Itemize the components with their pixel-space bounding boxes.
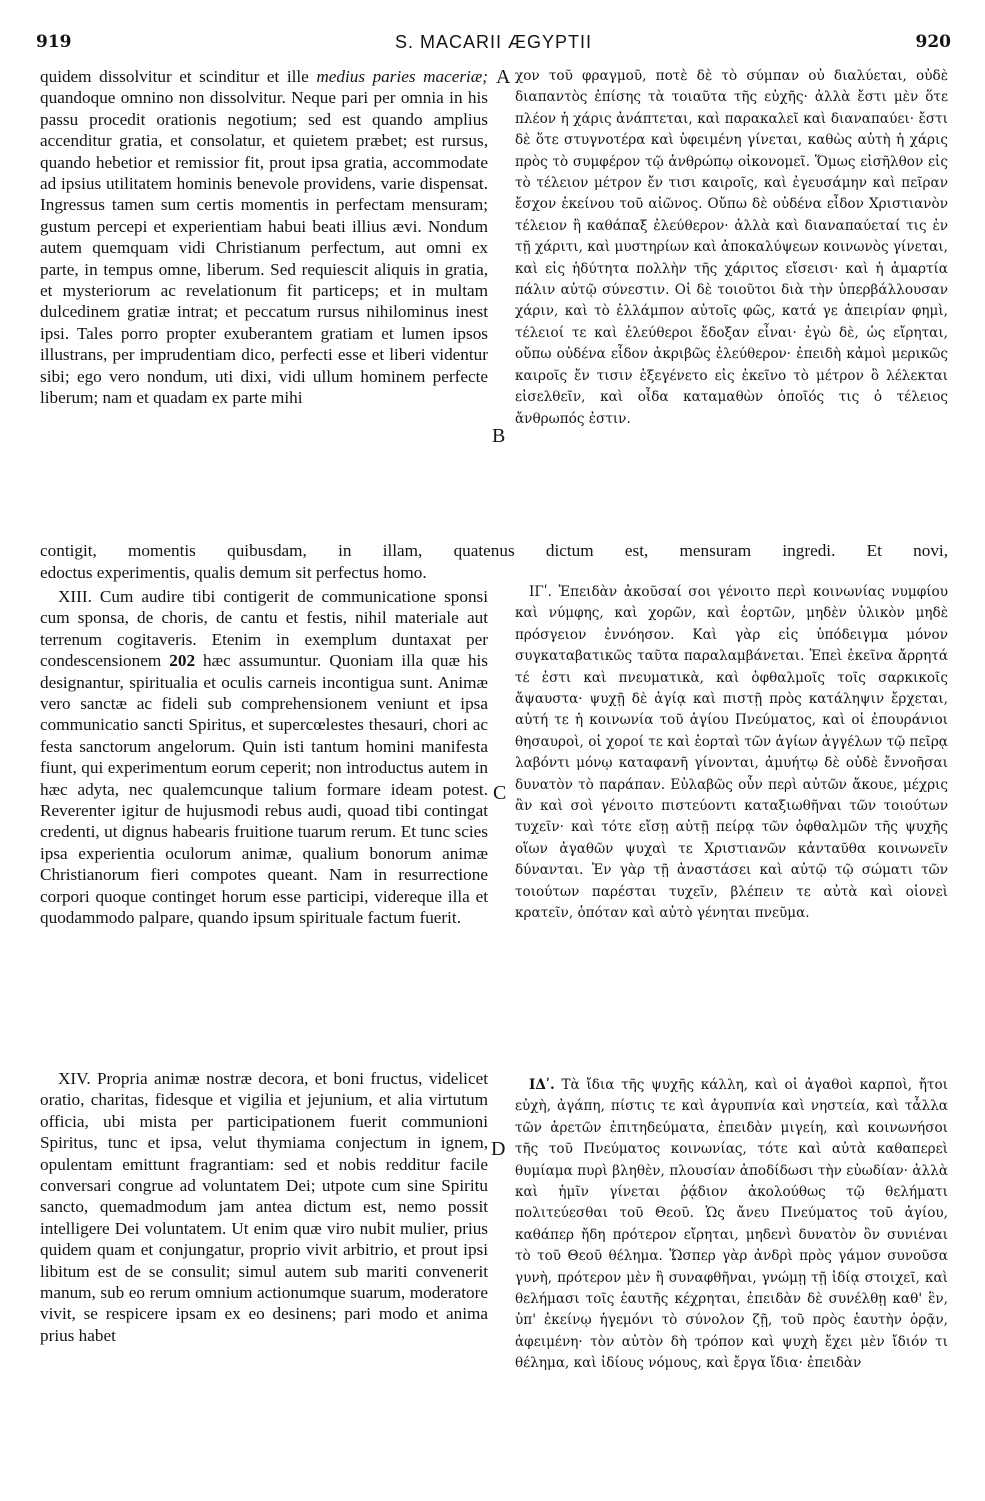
latin-column-xiii — [40, 586, 488, 1066]
greek-column-a — [515, 66, 948, 540]
section-number: ΙΓʹ. — [529, 584, 552, 600]
section-number: XIV. — [58, 1069, 91, 1088]
latin-paragraph-xiii: XIII. Cum audire tibi contigerit de communicatione sponsi cum sponsa, de choris, de cantu et festis, nihil materiale aut terrenum cogitaveris. Etenim in exemplum duntaxat per condescensionem 202 hæc assumuntur. Quoniam illa quæ his designantur, spiritualia et oculis carneis incontigua sunt. Animæ vero sanctæ ac fideli sub comprehensionem veniunt et ipsa communicatio sancti Spiritus, et supercœlestes thesauri, chori ac festa sanctorum angelorum. Quin isti tantum homini manifesta fiunt, qui experimentum eorum ceperit; non introductus autem in hæc adyta, nec qualemcunque talium formare ideam potest. Reverenter igitur de hujusmodi rebus audi, quoad tibi contingat credenti, ut dignus habearis fruitione tuarum rerum. Et tunc scies ipsa experientia oculorum animæ, qualium bonorum animæ Christianorum fieri compotes queant. Nam in resurrectione corpori quoque continget horum esse participi, videreque illa et quodammodo palpare, quando ipsum spirituale factum fuerit. — [40, 587, 488, 928]
left-page-number: 919 — [36, 32, 72, 52]
latin-column-a — [40, 66, 488, 540]
italic-phrase: medius paries maceriæ; — [316, 67, 488, 86]
margin-marker-a: A — [496, 66, 511, 88]
page-header — [36, 32, 951, 58]
greek-paragraph-xiii: ΙΓʹ. Ἐπειδὰν ἀκοῦσαί σοι γένοιτο περὶ κοινωνίας νυμφίου καὶ νύμφης, καὶ χορῶν, καὶ ἑορτῶν, μηδὲν ὑλικὸν μηδὲ πρόσγειον ἐννόησον. Καὶ γὰρ εἰς ὑπόδειγμα μόνον συγκαταβατικῶς ταῦτα παραλαμβάνεται. Ἐπεὶ ἐκεῖνα ἄρρητά τέ ἐστι καὶ πνευματικὰ, καὶ ὀφθαλμοῖς τοῖς σαρκικοῖς ἄψαυστα· ψυχῇ δὲ ἁγίᾳ καὶ πιστῇ πρὸς κατάληψιν ἔρχεται, αὐτή τε ἡ κοινωνία τοῦ ἁγίου Πνεύματος, καὶ οἱ ἐπουράνιοι θησαυροὶ, οἱ χοροί τε καὶ ἑορταὶ τῶν ἁγίων ἀγγέλων τῷ πεῖρᾳ λαβόντι μόνῳ καταφανῆ γίνονται, ἀμυήτῳ δὲ οὐδὲ ἔννοῆσαι δυνατὸν τὸ παράπαν. Εὐλαβῶς οὖν περὶ αὐτῶν ἄκουε, μέχρις ἂν καὶ σοὶ γένοιτο πιστεύοντι καταξιωθῆναι τῶν τοιούτων τυχεῖν· καὶ τότε εἴσῃ αὐτῇ πείρᾳ τῶν ὀφθαλμῶν τῆς ψυχῆς οἵων ἀγαθῶν ψυχαὶ τε Χριστιανῶν κἀνταῦθα κοινωνεῖν δύνανται. Ἐν γὰρ τῇ ἀναστάσει καὶ αὐτῷ τῷ σώματι τῶν τοιούτων παρέσται τυχεῖν, βλέπειν τε αὐτὰ καὶ οἱονεὶ κρατεῖν, ὁπόταν καὶ αὐτὸ γένηται πνεῦμα. — [515, 584, 948, 922]
latin-paragraph-xiv: XIV. Propria animæ nostræ decora, et boni fructus, videlicet oratio, charitas, fidesque et vigilia et jejunium, et alia virtutum officia, ubi mista per participationem fuerit communioni Spiritus, tunc et ipsa, velut thymiama conjectum in ignem, opulentam emittunt fragrantiam: sed et nobis redditur facile conversari congrue ad voluntatem Dei; utpote cum sine Spiritu sancto, quemadmodum jam antea dictum est, nemo possit intelligere Dei voluntatem. Ut enim quæ viro nubit mulier, prius quidem quam et conjungatur, proprio vivit arbitrio, et prout ipsi libitum est de se consulit; simul autem sub mariti convenerit manum, sub eo rerum omnium actionumque suarum, moderatore vivit, se respicere ipsam ex eo desinens; pari modo et anima prius habet — [40, 1069, 488, 1345]
greek-column-xiv — [515, 1075, 948, 1485]
section-number: ΙΔʹ. — [529, 1077, 555, 1093]
latin-paragraph-a: quidem dissolvitur et scinditur et ille medius paries maceriæ; quandoque omnino non dissolvitur. Neque pari per omnia in his passu procedit orationis negotium; sed est quando amplius accenditur gratia, et consolatur, et quietem præbet; est rursus, quando hebetior et remissior fit, prout ipsa gratia, accommodate ad ipsius utilitatem hominis benevole providens, varie dispensat. Ingressus tamen sum certis momentis in perfectam mensuram; gustum percepi et experientiam habui beati illius ævi. Nondum autem quemquam vidi Christianum perfectum, aut omni ex parte, in tempus omne, liberum. Sed requiescit aliquis in gratia, et mysteriorum ac revelationum fit particeps; et in multam dulcedinem gratiæ intrat; et peccatum rursus nihilominus inest ipsi. Tales porro propter exuberantem gratiam et lumen ipsos illustrans, per imprudentiam dico, perfecti esse et liberi videntur sibi; ego vero nondum, uti dixi, vidi ullum hominem perfecte liberum; nam et quadam ex parte mihi — [40, 67, 488, 408]
greek-paragraph-a: χον τοῦ φραγμοῦ, ποτὲ δὲ τὸ σύμπαν οὐ διαλύεται, οὐδὲ διαπαντὸς ἐπίσης τὰ τοιαῦτα τῆς εὐχῆς· ἀλλὰ ἔστι μὲν ὅτε πλέον ἡ χάρις ἀνάπτεται, καὶ παρακαλεῖ καὶ διαναπαύει· ἔστι δὲ ὅτε στυγνοτέρα καὶ ὑφειμένη γίνεται, καθὼς αὐτὴ ἡ χάρις πρὸς τὸ συμφέρον τῷ ἀνθρώπῳ οἰκονομεῖ. Ὅμως εἰσῆλθον εἰς τὸ τέλειον μέτρον ἔν τισι καιροῖς, καὶ ἐγευσάμην καὶ πεῖραν ἔσχον ἐκείνου τοῦ αἰῶνος. Οὔπω δὲ οὐδένα εἶδον Χριστιανὸν τέλειον ἢ καθάπαξ ἐλεύθερον· ἀλλὰ καὶ διαναπαύεταί τις ἐν τῇ χάριτι, καὶ μυστηρίων καὶ ἀποκαλύψεων κοινωνὸς γίνεται, καὶ εἰς ἡδύτητα πολλὴν τῆς χάριτος εἴσεισι· καὶ ἡ ἁμαρτία πάλιν αὐτῷ σύνεστιν. Οἱ δὲ τοιοῦτοι διὰ τὴν ὑπερβάλλουσαν χάριν, καὶ τὸ ἐλλάμπον αὐτοῖς φῶς, κατά γε ἀπειρίαν φημὶ, τέλειοί τε καὶ ἐλεύθεροι ἔδοξαν εἶναι· ἐγὼ δὲ, ὡς εἴρηται, οὔπω οὐδένα εἶδον ἀκριβῶς ἐλεύθερον· ἐπειδὴ κἀμοὶ μερικῶς καιροῖς ἔν τισιν ἐξεγένετο εἰς ἐκεῖνο τὸ μέτρον ὃ λέλεκται εἰσελθεῖν, καὶ οἶδα καταμαθὼν ὁποῖός τις ὁ τέλειος ἄνθρωπός ἐστιν. — [515, 68, 948, 427]
margin-marker-d: D — [491, 1138, 506, 1160]
latin-span-line-2: edoctus experimentis, qualis demum sit perfectus homo. — [40, 563, 427, 582]
margin-marker-b: B — [492, 425, 506, 447]
column-number: 202 — [169, 651, 196, 671]
right-page-number: 920 — [915, 32, 951, 52]
running-title: S. MACARII ÆGYPTII — [394, 32, 593, 52]
latin-column-xiv — [40, 1068, 488, 1486]
section-number: XIII. — [58, 587, 92, 606]
greek-column-xiii — [515, 582, 948, 1042]
margin-marker-c: C — [493, 782, 507, 804]
greek-paragraph-xiv: ΙΔʹ. Τὰ ἴδια τῆς ψυχῆς κάλλη, καὶ οἱ ἀγαθοὶ καρποὶ, ἤτοι εὐχὴ, ἀγάπη, πίστις τε καὶ ἀγρυπνία καὶ νηστεία, καὶ τἆλλα τῶν ἀρετῶν ἐπιτηδεύματα, ἐπειδὰν μιγείη, καὶ κοινωνήσοι τῆς τοῦ Πνεύματος κοινωνίας, τότε καὶ αὐτὰ καθαπερεὶ θυμίαμα πυρὶ βληθὲν, πλουσίαν ἀποδίδωσι τὴν εὐωδίαν· ἀλλὰ καὶ ἡμῖν γίνεται ῥᾴδιον ἀκολούθως τῷ θελήματι πολιτεύεσθαι τοῦ Θεοῦ. Ὡς ἄνευ Πνεύματος τοῦ ἁγίου, καθάπερ ἤδη πρότερον εἴρηται, μηδενὶ δυνατὸν ὂν συνιέναι τὸ τοῦ Θεοῦ θέλημα. Ὥσπερ γὰρ ἀνδρὶ πρὸς γάμον συνοῦσα γυνὴ, πρότερον μὲν ἢ συναφθῆναι, γνώμῃ τῇ ἰδίᾳ στοιχεῖ, καὶ θελήμασι τοῖς ἑαυτῆς κέχρηται, ἐπειδὰν δὲ συνέλθῃ καθ' ἓν, ὑπ' ἐκείνῳ ἡγεμόνι τὸ σύνολον ζῇ, τοῦ πρὸς ἑαυτὴν ὁρᾷν, ἀφειμένη· τὸν αὐτὸν δὴ τρόπον καὶ ψυχὴ ἔχει μὲν ἴδιόν τι θέλημα, καὶ ἰδίους νόμους, καὶ ἔργα ἴδια· ἐπειδὰν — [515, 1077, 948, 1372]
latin-span-line-1: contigit, momentis quibusdam, in illam, quatenus dictum est, mensuram ingredi. Et novi, — [40, 541, 948, 560]
